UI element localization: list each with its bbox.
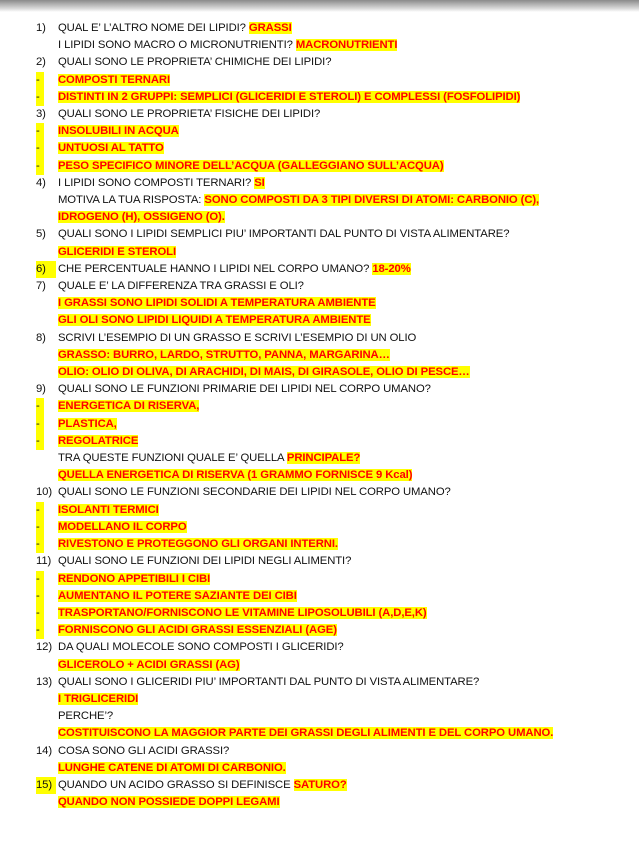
bullet-answer-line (36, 571, 636, 588)
answer-text: GRASSO: BURRO, LARDO, STRUTTO, PANNA, MARGARINA… (58, 348, 390, 361)
bullet-dash: - (36, 502, 44, 519)
questionnaire-document (36, 20, 636, 811)
answer-text: INSOLUBILI IN ACQUA (58, 125, 179, 138)
answer-text: MODELLANO IL CORPO (58, 520, 187, 533)
answer-text: COSTITUISCONO LA MAGGIOR PARTE DEI GRASSI DEGLI ALIMENTI E DEL CORPO UMANO. (58, 727, 554, 740)
question-line (36, 777, 636, 794)
answer-text: GLICERIDI E STEROLI (58, 245, 176, 258)
question-text: QUALI SONO LE FUNZIONI DEI LIPIDI NEGLI ALIMENTI? (58, 555, 352, 568)
answer-text: DISTINTI IN 2 GRUPPI: SEMPLICI (GLICERIDI E STEROLI) E COMPLESSI (FOSFOLIPIDI) (58, 90, 521, 103)
answer-text: I GRASSI SONO LIPIDI SOLIDI A TEMPERATURA AMBIENTE (58, 297, 376, 310)
question-text: QUAL E’ L’ALTRO NOME DEI LIPIDI? (58, 22, 246, 34)
question-text: CHE PERCENTUALE HANNO I LIPIDI NEL CORPO UMANO? (58, 262, 370, 275)
question-number: 1) (36, 22, 46, 34)
answer-text: PESO SPECIFICO MINORE DELL’ACQUA (GALLEGGIANO SULL’ACQUA) (58, 159, 444, 172)
bullet-answer-line (36, 158, 636, 175)
question-number: 5) (36, 228, 46, 241)
question-line (36, 261, 636, 278)
question-text: SCRIVI L’ESEMPIO DI UN GRASSO E SCRIVI L’ESEMPIO DI UN OLIO (58, 331, 417, 344)
question-number: 6) (36, 261, 56, 278)
bullet-answer-line (36, 416, 636, 433)
question-number: 2) (36, 56, 46, 69)
question-text: QUALI SONO LE FUNZIONI PRIMARIE DEI LIPIDI NEL CORPO UMANO? (58, 383, 431, 396)
bullet-answer-line (36, 605, 636, 622)
answer-text: REGOLATRICE (58, 434, 139, 447)
answer-text: UNTUOSI AL TATTO (58, 142, 164, 155)
bullet-dash: - (36, 605, 44, 622)
bullet-answer-line (36, 502, 636, 519)
question-line (36, 106, 636, 123)
answer-text: PRINCIPALE? (286, 452, 361, 465)
answer-text: COMPOSTI TERNARI (58, 73, 170, 86)
answer-line (36, 794, 636, 811)
answer-line (36, 295, 636, 312)
question-line (36, 20, 636, 37)
answer-text: PLASTICA, (58, 417, 117, 430)
answer-line (36, 467, 636, 484)
sub-question-line (36, 708, 636, 725)
answer-text: 18-20% (372, 262, 411, 275)
answer-text: FORNISCONO GLI ACIDI GRASSI ESSENZIALI (AGE) (58, 624, 337, 637)
question-text: COSA SONO GLI ACIDI GRASSI? (58, 744, 230, 757)
answer-text: GLI OLI SONO LIPIDI LIQUIDI A TEMPERATURA AMBIENTE (58, 314, 371, 327)
answer-text: GLICEROLO + ACIDI GRASSI (AG) (58, 658, 240, 671)
bullet-answer-line (36, 519, 636, 536)
answer-text: ISOLANTI TERMICI (58, 503, 159, 516)
bullet-dash: - (36, 536, 44, 553)
bullet-dash: - (36, 158, 44, 175)
answer-line (36, 312, 636, 329)
question-number: 7) (36, 280, 46, 293)
question-number: 8) (36, 331, 46, 344)
bullet-dash: - (36, 519, 44, 536)
question-text: QUALI SONO LE PROPRIETA’ CHIMICHE DEI LIPIDI? (58, 56, 332, 69)
question-line (36, 743, 636, 760)
answer-line (36, 347, 636, 364)
bullet-dash: - (36, 588, 44, 605)
sub-question-text: PERCHE’? (58, 710, 114, 723)
answer-line (36, 657, 636, 674)
answer-text: I TRIGLICERIDI (58, 692, 139, 705)
bullet-dash: - (36, 123, 44, 140)
bullet-dash: - (36, 571, 44, 588)
question-number: 11) (36, 555, 52, 568)
sub-question-line (36, 37, 636, 54)
bullet-answer-line (36, 72, 636, 89)
question-number: 4) (36, 176, 46, 189)
sub-question-text: MOTIVA LA TUA RISPOSTA: (58, 194, 202, 207)
answer-text: QUELLA ENERGETICA DI RISERVA (1 GRAMMO FORNISCE 9 Kcal) (58, 469, 413, 482)
bullet-answer-line (36, 433, 636, 450)
bullet-dash: - (36, 72, 44, 89)
question-text: I LIPIDI SONO COMPOSTI TERNARI? (58, 176, 252, 189)
sub-question-line (36, 192, 636, 209)
answer-line (36, 760, 636, 777)
sub-question-text: I LIPIDI SONO MACRO O MICRONUTRIENTI? (58, 39, 293, 52)
bullet-answer-line (36, 398, 636, 415)
question-line (36, 381, 636, 398)
sub-question-line (36, 450, 636, 467)
answer-text: QUANDO NON POSSIEDE DOPPI LEGAMI (58, 796, 280, 809)
question-number: 13) (36, 675, 53, 688)
question-number: 9) (36, 383, 46, 396)
bullet-answer-line (36, 622, 636, 639)
question-line (36, 674, 636, 691)
question-number: 15) (36, 777, 56, 794)
question-text: DA QUALI MOLECOLE SONO COMPOSTI I GLICERIDI? (58, 641, 344, 654)
answer-line (36, 364, 636, 381)
answer-text: RIVESTONO E PROTEGGONO GLI ORGANI INTERNI. (58, 538, 338, 551)
bullet-dash: - (36, 89, 44, 106)
answer-text: MACRONUTRIENTI (295, 39, 398, 52)
answer-text: RENDONO APPETIBILI I CIBI (58, 572, 211, 585)
sub-question-text: TRA QUESTE FUNZIONI QUALE E’ QUELLA (58, 452, 284, 465)
bullet-dash: - (36, 140, 44, 157)
answer-text: TRASPORTANO/FORNISCONO LE VITAMINE LIPOSOLUBILI (A,D,E,K) (58, 606, 427, 619)
answer-line (36, 244, 636, 261)
bullet-dash: - (36, 433, 44, 450)
question-text: QUALE E’ LA DIFFERENZA TRA GRASSI E OLI? (58, 280, 304, 293)
answer-text: GRASSI (248, 22, 292, 34)
answer-line (36, 725, 636, 742)
answer-text: SATURO? (293, 778, 347, 791)
question-line (36, 639, 636, 656)
bullet-answer-line (36, 588, 636, 605)
question-line (36, 175, 636, 192)
question-text: QUANDO UN ACIDO GRASSO SI DEFINISCE (58, 778, 291, 791)
answer-text: IDROGENO (H), OSSIGENO (O). (58, 211, 225, 224)
question-number: 10) (36, 486, 53, 499)
question-text: QUALI SONO I GLICERIDI PIU’ IMPORTANTI DAL PUNTO DI VISTA ALIMENTARE? (58, 675, 480, 688)
question-line (36, 330, 636, 347)
question-text: QUALI SONO LE PROPRIETA’ FISICHE DEI LIPIDI? (58, 108, 321, 121)
question-number: 3) (36, 108, 46, 121)
question-line (36, 54, 636, 71)
bullet-dash: - (36, 416, 44, 433)
answer-line (36, 691, 636, 708)
answer-text: SONO COMPOSTI DA 3 TIPI DIVERSI DI ATOMI: CARBONIO (C), (204, 194, 540, 207)
bullet-answer-line (36, 123, 636, 140)
bullet-answer-line (36, 536, 636, 553)
bullet-answer-line (36, 89, 636, 106)
answer-text: OLIO: OLIO DI OLIVA, DI ARACHIDI, DI MAIS, DI GIRASOLE, OLIO DI PESCE… (58, 366, 470, 379)
question-line (36, 553, 636, 570)
question-line (36, 278, 636, 295)
answer-line (36, 209, 636, 226)
answer-text: SI (254, 176, 265, 189)
answer-text: AUMENTANO IL POTERE SAZIANTE DEI CIBI (58, 589, 297, 602)
top-shadow-bar (0, 0, 639, 12)
question-number: 14) (36, 744, 53, 757)
question-number: 12) (36, 641, 53, 654)
question-text: QUALI SONO I LIPIDI SEMPLICI PIU’ IMPORTANTI DAL PUNTO DI VISTA ALIMENTARE? (58, 228, 510, 241)
bullet-dash: - (36, 622, 44, 639)
answer-text: ENERGETICA DI RISERVA, (58, 400, 200, 413)
question-text: QUALI SONO LE FUNZIONI SECONDARIE DEI LIPIDI NEL CORPO UMANO? (58, 486, 451, 499)
bullet-answer-line (36, 140, 636, 157)
question-line (36, 226, 636, 243)
question-line (36, 484, 636, 501)
answer-text: LUNGHE CATENE DI ATOMI DI CARBONIO. (58, 761, 286, 774)
bullet-dash: - (36, 398, 44, 415)
